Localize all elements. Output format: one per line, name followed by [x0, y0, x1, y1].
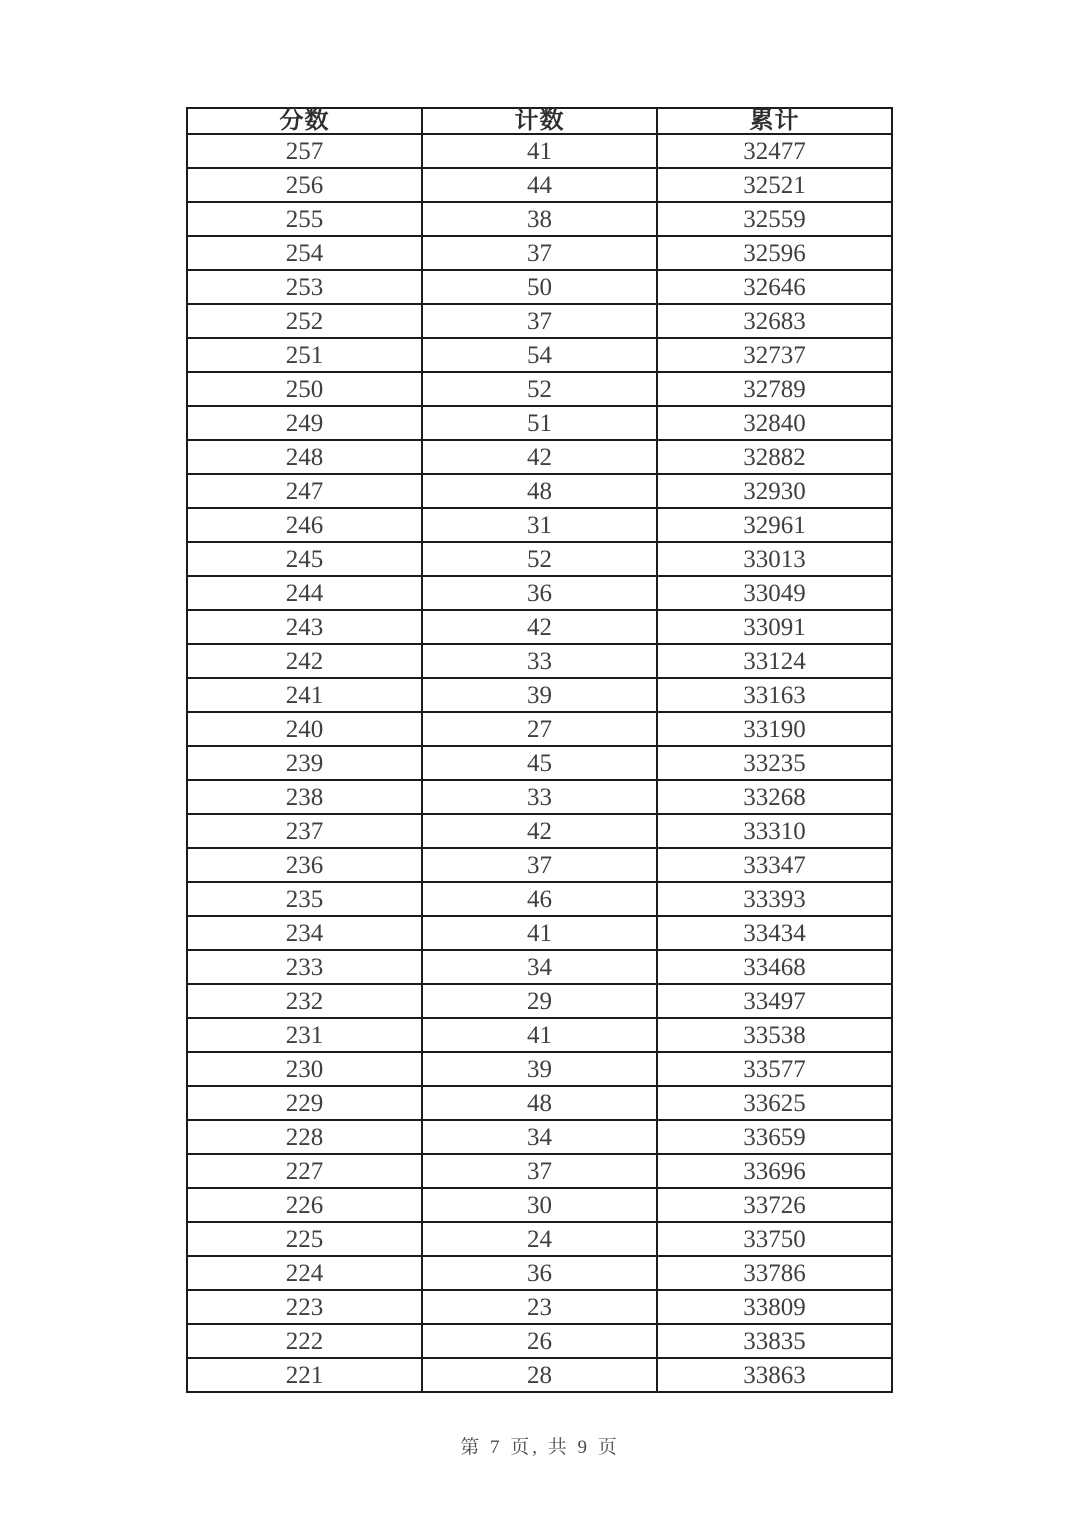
table-row — [187, 678, 892, 712]
score-table-body — [187, 134, 892, 1392]
count-cell: 45 — [422, 746, 657, 780]
score-cell: 240 — [187, 712, 422, 746]
page-number-footer: 第 7 页, 共 9 页 — [460, 1437, 620, 1458]
count-cell: 36 — [422, 576, 657, 610]
score-cell: 239 — [187, 746, 422, 780]
table-row — [187, 440, 892, 474]
score-cell: 254 — [187, 236, 422, 270]
table-row — [187, 576, 892, 610]
cumulative-cell: 33726 — [657, 1188, 892, 1222]
cumulative-cell: 32683 — [657, 304, 892, 338]
cumulative-cell: 32961 — [657, 508, 892, 542]
score-cell: 222 — [187, 1324, 422, 1358]
score-cell: 235 — [187, 882, 422, 916]
cumulative-cell: 33750 — [657, 1222, 892, 1256]
score-cell: 252 — [187, 304, 422, 338]
count-cell: 54 — [422, 338, 657, 372]
table-row — [187, 644, 892, 678]
table-row — [187, 1188, 892, 1222]
cumulative-cell: 33434 — [657, 916, 892, 950]
table-row — [187, 202, 892, 236]
score-cell: 229 — [187, 1086, 422, 1120]
cumulative-cell: 33091 — [657, 610, 892, 644]
score-cell: 234 — [187, 916, 422, 950]
cumulative-cell: 33190 — [657, 712, 892, 746]
table-row — [187, 372, 892, 406]
cumulative-cell: 33577 — [657, 1052, 892, 1086]
table-row — [187, 270, 892, 304]
cumulative-cell: 33310 — [657, 814, 892, 848]
cumulative-cell: 32840 — [657, 406, 892, 440]
table-row — [187, 168, 892, 202]
cumulative-cell: 33124 — [657, 644, 892, 678]
score-cell: 245 — [187, 542, 422, 576]
count-cell: 37 — [422, 848, 657, 882]
table-row — [187, 1120, 892, 1154]
count-cell: 37 — [422, 1154, 657, 1188]
score-cell: 223 — [187, 1290, 422, 1324]
score-cell: 231 — [187, 1018, 422, 1052]
count-cell: 34 — [422, 950, 657, 984]
score-cell: 244 — [187, 576, 422, 610]
count-cell: 44 — [422, 168, 657, 202]
score-cell: 255 — [187, 202, 422, 236]
score-cell: 257 — [187, 134, 422, 168]
score-cell: 251 — [187, 338, 422, 372]
table-row — [187, 712, 892, 746]
score-cell: 250 — [187, 372, 422, 406]
cumulative-cell: 32646 — [657, 270, 892, 304]
table-row — [187, 746, 892, 780]
cumulative-cell: 33538 — [657, 1018, 892, 1052]
table-row — [187, 1324, 892, 1358]
cumulative-cell: 32521 — [657, 168, 892, 202]
count-cell: 41 — [422, 916, 657, 950]
score-cell: 226 — [187, 1188, 422, 1222]
count-cell: 39 — [422, 1052, 657, 1086]
score-cell: 249 — [187, 406, 422, 440]
header-score: 分数 — [187, 108, 422, 134]
table-row — [187, 134, 892, 168]
table-row — [187, 236, 892, 270]
count-cell: 33 — [422, 780, 657, 814]
count-cell: 52 — [422, 372, 657, 406]
header-count: 计数 — [422, 108, 657, 134]
count-cell: 41 — [422, 1018, 657, 1052]
count-cell: 24 — [422, 1222, 657, 1256]
cumulative-cell: 32930 — [657, 474, 892, 508]
count-cell: 51 — [422, 406, 657, 440]
count-cell: 42 — [422, 440, 657, 474]
score-cell: 247 — [187, 474, 422, 508]
score-cell: 253 — [187, 270, 422, 304]
table-row — [187, 338, 892, 372]
cumulative-cell: 33786 — [657, 1256, 892, 1290]
count-cell: 52 — [422, 542, 657, 576]
table-row — [187, 1256, 892, 1290]
count-cell: 48 — [422, 474, 657, 508]
count-cell: 37 — [422, 236, 657, 270]
header-cumulative: 累计 — [657, 108, 892, 134]
score-cell: 236 — [187, 848, 422, 882]
cumulative-cell: 33835 — [657, 1324, 892, 1358]
cumulative-cell: 32737 — [657, 338, 892, 372]
table-row — [187, 814, 892, 848]
score-cell: 241 — [187, 678, 422, 712]
score-distribution-table — [186, 107, 893, 1393]
table-row — [187, 1154, 892, 1188]
count-cell: 42 — [422, 610, 657, 644]
count-cell: 28 — [422, 1358, 657, 1392]
score-cell: 243 — [187, 610, 422, 644]
table-row — [187, 406, 892, 440]
table-row — [187, 950, 892, 984]
cumulative-cell: 32596 — [657, 236, 892, 270]
cumulative-cell: 32882 — [657, 440, 892, 474]
table-row — [187, 848, 892, 882]
cumulative-cell: 33625 — [657, 1086, 892, 1120]
cumulative-cell: 32559 — [657, 202, 892, 236]
cumulative-cell: 32477 — [657, 134, 892, 168]
cumulative-cell: 33468 — [657, 950, 892, 984]
cumulative-cell: 33235 — [657, 746, 892, 780]
score-cell: 227 — [187, 1154, 422, 1188]
table-row — [187, 1018, 892, 1052]
count-cell: 33 — [422, 644, 657, 678]
score-cell: 232 — [187, 984, 422, 1018]
count-cell: 39 — [422, 678, 657, 712]
cumulative-cell: 33268 — [657, 780, 892, 814]
count-cell: 48 — [422, 1086, 657, 1120]
score-cell: 256 — [187, 168, 422, 202]
cumulative-cell: 33659 — [657, 1120, 892, 1154]
cumulative-cell: 32789 — [657, 372, 892, 406]
count-cell: 29 — [422, 984, 657, 1018]
count-cell: 46 — [422, 882, 657, 916]
cumulative-cell: 33696 — [657, 1154, 892, 1188]
cumulative-cell: 33013 — [657, 542, 892, 576]
table-row — [187, 1086, 892, 1120]
score-cell: 224 — [187, 1256, 422, 1290]
table-row — [187, 542, 892, 576]
table-row — [187, 610, 892, 644]
score-cell: 238 — [187, 780, 422, 814]
score-cell: 230 — [187, 1052, 422, 1086]
count-cell: 23 — [422, 1290, 657, 1324]
count-cell: 31 — [422, 508, 657, 542]
score-cell: 248 — [187, 440, 422, 474]
count-cell: 42 — [422, 814, 657, 848]
table-row — [187, 1222, 892, 1256]
table-row — [187, 474, 892, 508]
count-cell: 37 — [422, 304, 657, 338]
score-cell: 242 — [187, 644, 422, 678]
table-row — [187, 1290, 892, 1324]
count-cell: 34 — [422, 1120, 657, 1154]
score-cell: 246 — [187, 508, 422, 542]
header-row — [187, 108, 892, 134]
score-table-header — [187, 108, 892, 134]
cumulative-cell: 33393 — [657, 882, 892, 916]
score-cell: 221 — [187, 1358, 422, 1392]
cumulative-cell: 33049 — [657, 576, 892, 610]
count-cell: 41 — [422, 134, 657, 168]
count-cell: 27 — [422, 712, 657, 746]
score-cell: 228 — [187, 1120, 422, 1154]
table-row — [187, 984, 892, 1018]
count-cell: 50 — [422, 270, 657, 304]
score-cell: 233 — [187, 950, 422, 984]
table-row — [187, 780, 892, 814]
cumulative-cell: 33163 — [657, 678, 892, 712]
cumulative-cell: 33863 — [657, 1358, 892, 1392]
table-row — [187, 304, 892, 338]
cumulative-cell: 33497 — [657, 984, 892, 1018]
count-cell: 38 — [422, 202, 657, 236]
cumulative-cell: 33809 — [657, 1290, 892, 1324]
table-row — [187, 1358, 892, 1392]
score-cell: 237 — [187, 814, 422, 848]
score-cell: 225 — [187, 1222, 422, 1256]
table-row — [187, 882, 892, 916]
cumulative-cell: 33347 — [657, 848, 892, 882]
count-cell: 30 — [422, 1188, 657, 1222]
table-row — [187, 1052, 892, 1086]
table-row — [187, 508, 892, 542]
count-cell: 36 — [422, 1256, 657, 1290]
count-cell: 26 — [422, 1324, 657, 1358]
table-row — [187, 916, 892, 950]
